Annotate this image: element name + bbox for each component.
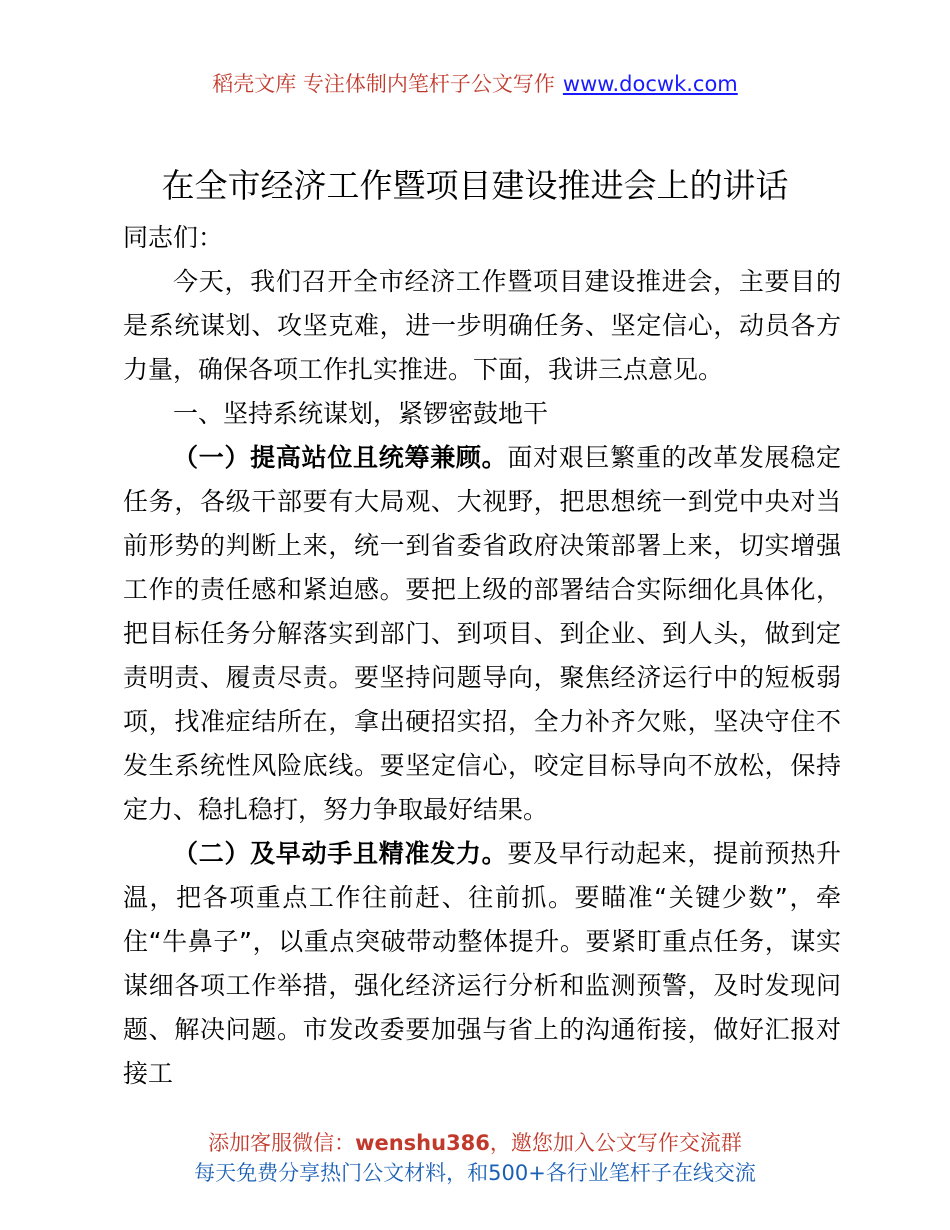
paragraph-2-lead: （二）及早动手且精准发力。 [173,839,508,868]
paragraph-1 [123,436,841,832]
site-header [0,68,950,98]
document-body [123,216,841,1096]
paragraph-1-lead: （一）提高站位且统筹兼顾。 [173,443,508,472]
footer-line-2: 每天免费分享热门公文材料，和500+各行业笔杆子在线交流 [194,1161,756,1185]
footer-prefix: 添加客服微信： [208,1131,356,1155]
section-heading-1: 一、坚持系统谋划，紧锣密鼓地干 [173,399,549,428]
salutation: 同志们： [123,223,224,252]
site-link[interactable]: www.docwk.com [562,72,738,96]
paragraph-1-body: 面对艰巨繁重的改革发展稳定任务，各级干部要有大局观、大视野，把思想统一到党中央对当前形势的判断上来，统一到省委省政府决策部署上来，切实增强工作的责任感和紧迫感。要把上级的部署结合实际细化具体化，把目标任务分解落实到部门、到项目、到企业、到人头，做到定责明责、履责尽责。要坚持问题导向，聚焦经济运行中的短板弱项，找准症结所在，拿出硬招实招，全力补齐欠账，坚决守住不发生系统性风险底线。要坚定信心，咬定目标导向不放松，保持定力、稳扎稳打，努力争取最好结果。 [123,443,841,824]
document-title: 在全市经济工作暨项目建设推进会上的讲话 [161,166,789,205]
promo-footer [0,1128,950,1188]
brand-text: 稻壳文库 专注体制内笔杆子公文写作 [212,72,555,96]
footer-suffix: ，邀您加入公文写作交流群 [489,1131,742,1155]
paragraph-2-body: 要及早行动起来，提前预热升温，把各项重点工作往前赶、往前抓。要瞄准“关键少数”，牵住“牛鼻子”，以重点突破带动整体提升。要紧盯重点任务，谋实谋细各项工作举措，强化经济运行分析和监测预警，及时发现问题、解决问题。市发改委要加强与省上的沟通衔接，做好汇报对接工 [123,839,841,1088]
paragraph-2 [123,832,841,1096]
wechat-id: wenshu386 [355,1131,490,1155]
footer-line-1 [0,1128,950,1158]
intro-paragraph: 今天，我们召开全市经济工作暨项目建设推进会，主要目的是系统谋划、攻坚克难，进一步明确任务、坚定信心，动员各方力量，确保各项工作扎实推进。下面，我讲三点意见。 [123,267,841,384]
